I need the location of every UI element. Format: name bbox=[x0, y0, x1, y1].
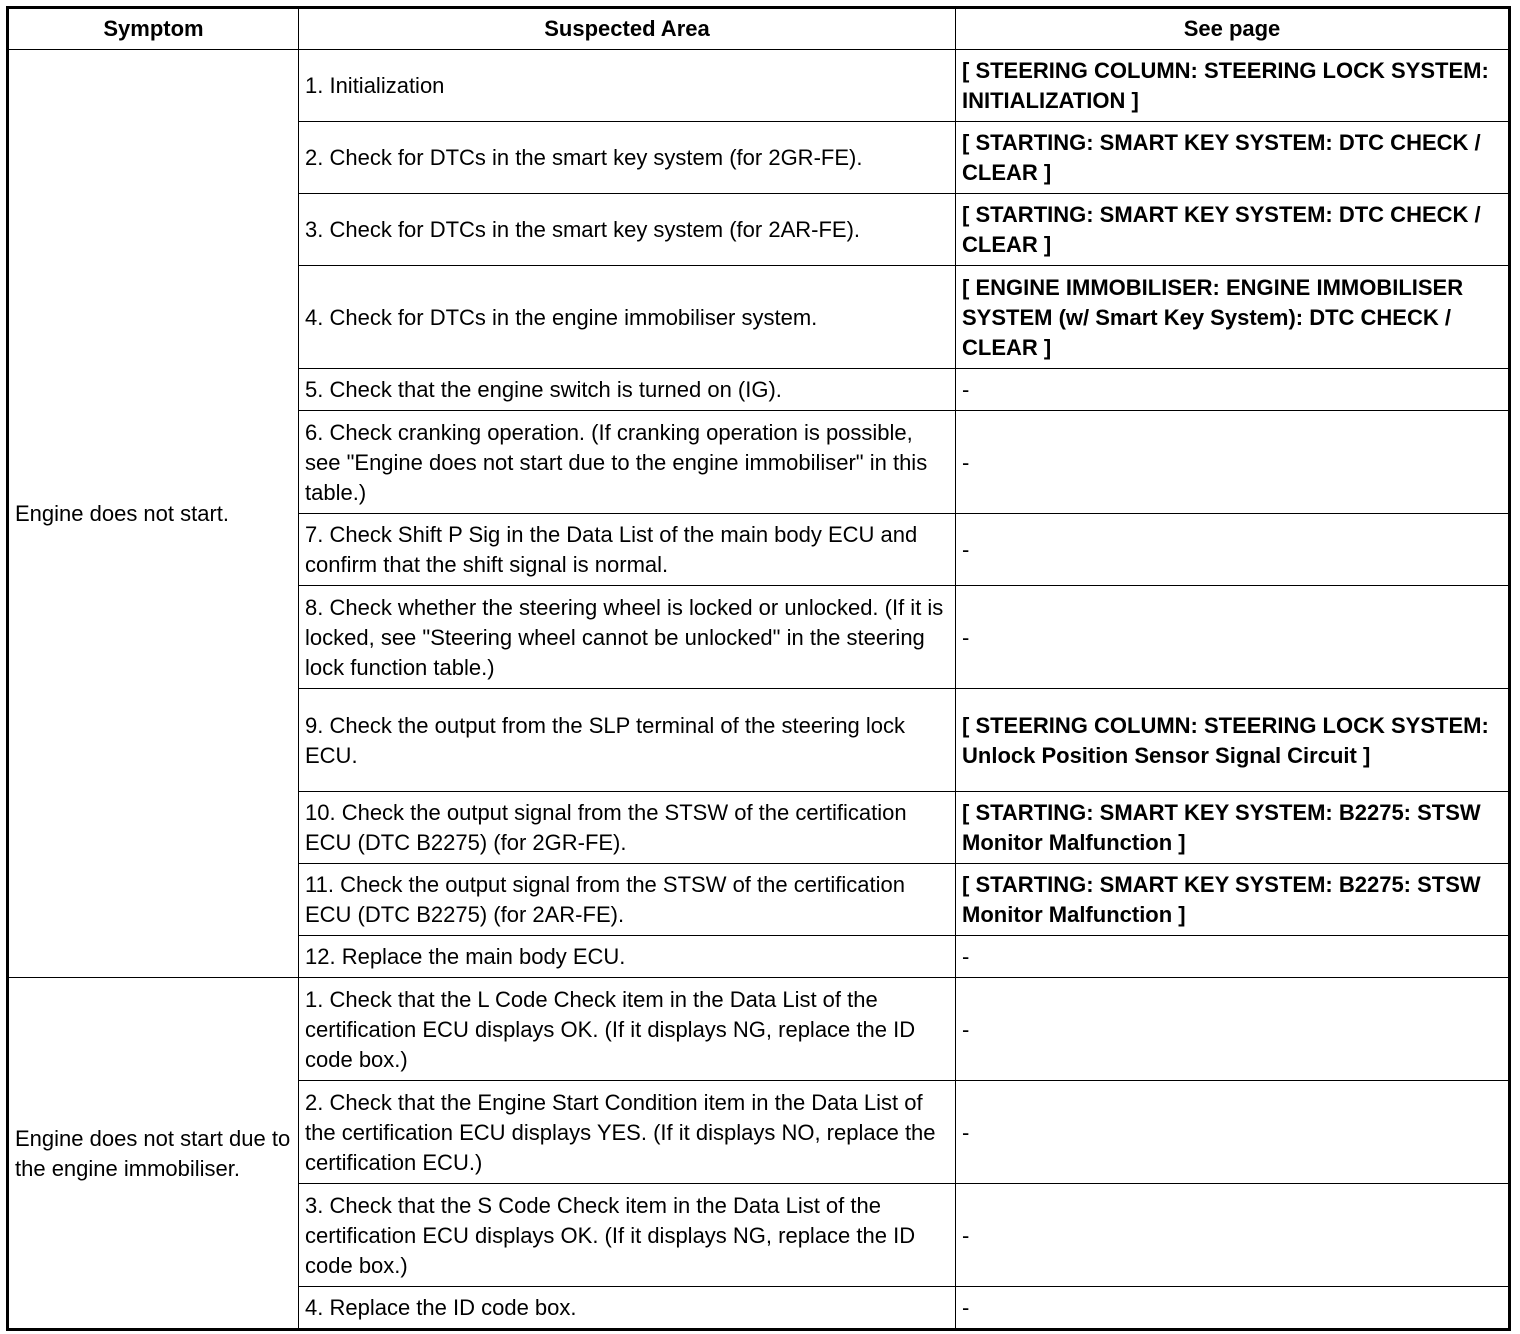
see-page-cell: - bbox=[956, 586, 1510, 689]
table-row bbox=[8, 978, 1510, 1081]
see-page-cell: - bbox=[956, 411, 1510, 514]
table-row bbox=[8, 50, 1510, 122]
symptom-cell: Engine does not start. bbox=[8, 50, 299, 978]
suspected-area-cell: 1. Initialization bbox=[299, 50, 956, 122]
suspected-area-cell: 3. Check for DTCs in the smart key system (for 2AR-FE). bbox=[299, 194, 956, 266]
suspected-area-cell: 3. Check that the S Code Check item in the Data List of the certification ECU displays OK. (If it displays NG, replace the ID code box.) bbox=[299, 1184, 956, 1287]
see-page-cell: - bbox=[956, 1287, 1510, 1330]
suspected-area-cell: 9. Check the output from the SLP terminal of the steering lock ECU. bbox=[299, 689, 956, 792]
suspected-area-cell: 7. Check Shift P Sig in the Data List of the main body ECU and confirm that the shift signal is normal. bbox=[299, 514, 956, 586]
header-see-page: See page bbox=[956, 8, 1510, 50]
see-page-cell: - bbox=[956, 978, 1510, 1081]
suspected-area-cell: 10. Check the output signal from the STSW of the certification ECU (DTC B2275) (for 2GR-FE). bbox=[299, 792, 956, 864]
header-row bbox=[8, 8, 1510, 50]
see-page-cell: - bbox=[956, 369, 1510, 411]
see-page-cell: [ STARTING: SMART KEY SYSTEM: DTC CHECK / CLEAR ] bbox=[956, 122, 1510, 194]
see-page-cell: - bbox=[956, 1081, 1510, 1184]
see-page-cell: [ ENGINE IMMOBILISER: ENGINE IMMOBILISER SYSTEM (w/ Smart Key System): DTC CHECK / CLEAR ] bbox=[956, 266, 1510, 369]
suspected-area-cell: 11. Check the output signal from the STSW of the certification ECU (DTC B2275) (for 2AR-FE). bbox=[299, 864, 956, 936]
suspected-area-cell: 1. Check that the L Code Check item in the Data List of the certification ECU displays OK. (If it displays NG, replace the ID code box.) bbox=[299, 978, 956, 1081]
see-page-cell: [ STARTING: SMART KEY SYSTEM: B2275: STSW Monitor Malfunction ] bbox=[956, 792, 1510, 864]
suspected-area-cell: 4. Replace the ID code box. bbox=[299, 1287, 956, 1330]
see-page-cell: [ STARTING: SMART KEY SYSTEM: DTC CHECK / CLEAR ] bbox=[956, 194, 1510, 266]
suspected-area-cell: 4. Check for DTCs in the engine immobiliser system. bbox=[299, 266, 956, 369]
suspected-area-cell: 8. Check whether the steering wheel is locked or unlocked. (If it is locked, see "Steering wheel cannot be unlocked" in the steering lock function table.) bbox=[299, 586, 956, 689]
suspected-area-cell: 2. Check that the Engine Start Condition item in the Data List of the certification ECU displays YES. (If it displays NO, replace the certification ECU.) bbox=[299, 1081, 956, 1184]
see-page-cell: [ STEERING COLUMN: STEERING LOCK SYSTEM: INITIALIZATION ] bbox=[956, 50, 1510, 122]
symptom-cell: Engine does not start due to the engine immobiliser. bbox=[8, 978, 299, 1330]
header-suspected-area: Suspected Area bbox=[299, 8, 956, 50]
suspected-area-cell: 2. Check for DTCs in the smart key system (for 2GR-FE). bbox=[299, 122, 956, 194]
suspected-area-cell: 5. Check that the engine switch is turned on (IG). bbox=[299, 369, 956, 411]
see-page-cell: [ STEERING COLUMN: STEERING LOCK SYSTEM: Unlock Position Sensor Signal Circuit ] bbox=[956, 689, 1510, 792]
header-symptom: Symptom bbox=[8, 8, 299, 50]
see-page-cell: - bbox=[956, 1184, 1510, 1287]
suspected-area-cell: 12. Replace the main body ECU. bbox=[299, 936, 956, 978]
troubleshooting-table bbox=[6, 6, 1511, 1331]
suspected-area-cell: 6. Check cranking operation. (If cranking operation is possible, see "Engine does not start due to the engine immobiliser" in this table.) bbox=[299, 411, 956, 514]
see-page-cell: [ STARTING: SMART KEY SYSTEM: B2275: STSW Monitor Malfunction ] bbox=[956, 864, 1510, 936]
see-page-cell: - bbox=[956, 514, 1510, 586]
see-page-cell: - bbox=[956, 936, 1510, 978]
